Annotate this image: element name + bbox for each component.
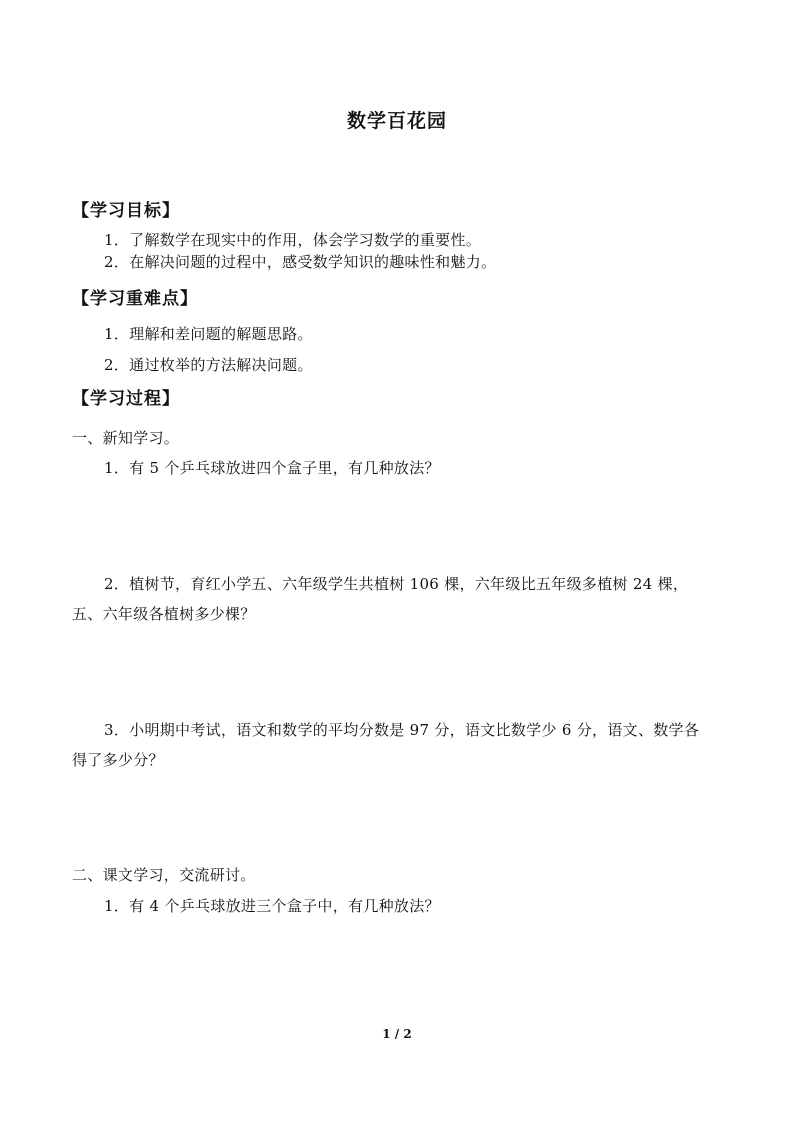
process-heading: 【学习过程】 [72, 389, 180, 409]
objectives-heading: 【学习目标】 [72, 201, 180, 221]
part1-question-2-line2: 五、六年级各植树多少棵？ [72, 605, 256, 623]
key-point-item-2: 2．通过枚举的方法解决问题。 [104, 356, 313, 374]
page-title: 数学百花园 [346, 110, 447, 132]
objective-item-1: 1．了解数学在现实中的作用，体会学习数学的重要性。 [104, 231, 482, 249]
key-point-item-1: 1．理解和差问题的解题思路。 [104, 325, 313, 343]
key-points-heading: 【学习重难点】 [72, 289, 198, 309]
part1-question-1: 1．有 5 个乒乓球放进四个盒子里，有几种放法？ [104, 459, 440, 477]
part1-question-3-line2: 得了多少分？ [72, 751, 164, 769]
part2-question-1: 1．有 4 个乒乓球放进三个盒子中，有几种放法？ [104, 897, 440, 915]
part1-question-3-line1: 3．小明期中考试，语文和数学的平均分数是 97 分，语文比数学少 6 分，语文、数学各 [104, 721, 700, 739]
part1-heading: 一、新知学习。 [72, 429, 180, 447]
part1-question-2-line1: 2．植树节，育红小学五、六年级学生共植树 106 棵，六年级比五年级多植树 24 棵， [104, 575, 689, 593]
part2-heading: 二、课文学习，交流研讨。 [72, 866, 256, 884]
page-number: 1 / 2 [382, 1027, 412, 1041]
objective-item-2: 2．在解决问题的过程中，感受数学知识的趣味性和魅力。 [104, 253, 497, 271]
